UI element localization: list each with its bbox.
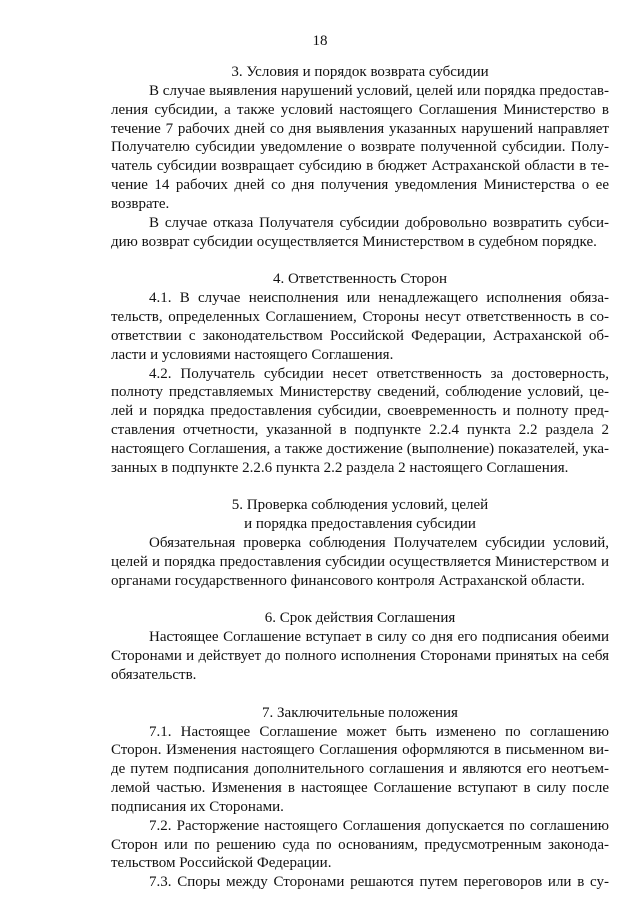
text-line: лемой частью. Изменения в настоящее Соглашение вступают в силу после [111, 780, 609, 797]
text-line: ставления отчетности, указанной в подпункте 2.2.4 пункта 2.2 раздела 2 [111, 422, 609, 439]
spacer [111, 591, 609, 610]
text-line: тельств, определенных Соглашением, Стороны несут ответственность в со- [111, 308, 609, 325]
text-line: органами государственного финансового контроля Астраханской области. [111, 572, 585, 589]
text-line: лей и порядка предоставления субсидии, своевременность и полноту пред- [111, 403, 609, 420]
section-3-heading: 3. Условия и порядок возврата субсидии [231, 64, 489, 80]
text-line: ответствии с законодательством Российской Федерации, Астраханской об- [111, 327, 609, 344]
section-5-paragraph-1 [111, 534, 609, 591]
section-4-heading: 4. Ответственность Сторон [272, 271, 448, 288]
text-line: Сторонами и действует до полного исполнения Сторонами принятых на себя [111, 648, 609, 665]
section-4-paragraph-2 [111, 365, 609, 478]
document-body [111, 63, 609, 892]
text-line: 4.1. В случае неисполнения или ненадлежащего исполнения обяза- [149, 290, 609, 307]
text-line: настоящего Соглашения, а также достижение (выполнение) показателей, ука- [111, 440, 609, 457]
text-line: дию возврат субсидии осуществляется Министерством в судебном порядке. [111, 233, 597, 250]
text-line: подписания их Сторонами. [111, 798, 284, 815]
text-line: ласти и условиями настоящего Соглашения. [111, 346, 394, 363]
spacer [111, 478, 609, 497]
text-line: Обязательная проверка соблюдения Получателем субсидии условий, [149, 535, 609, 552]
text-line: 7.2. Расторжение настоящего Соглашения допускается по соглашению [149, 817, 609, 834]
text-line: ления субсидии, а также условий настоящего Соглашения Министерство в [111, 101, 609, 118]
text-line: тельством Российской Федерации. [111, 855, 332, 872]
section-7-paragraph-1 [111, 723, 609, 817]
text-line: чение 14 рабочих дней со дня получения уведомления Министерства о ее [111, 177, 609, 194]
text-line: 7.1. Настоящее Соглашение может быть изменено по соглашению [149, 723, 609, 740]
text-line: обязательств. [111, 667, 197, 683]
section-7-paragraph-3 [111, 873, 609, 892]
text-line: целей и порядка предоставления субсидии осуществляется Министерством и [111, 553, 609, 570]
text-line: В случае выявления нарушений условий, целей или порядка предостав- [149, 82, 609, 99]
text-line: де путем подписания дополнительного соглашения и являются его неотъем- [111, 761, 609, 778]
text-line: Получателю субсидии уведомление о возврате полученной субсидии. Полу- [111, 139, 609, 156]
section-4-paragraph-1 [111, 289, 609, 364]
text-line: 7.3. Споры между Сторонами решаются путем переговоров или в су- [149, 874, 609, 891]
text-line: 4.2. Получатель субсидии несет ответственность за достоверность, [149, 365, 609, 382]
text-line: Настоящее Соглашение вступает в силу со дня его подписания обеими [149, 629, 609, 646]
spacer [111, 685, 609, 704]
section-6-paragraph-1 [111, 628, 609, 685]
section-7-heading: 7. Заключительные положения [262, 704, 458, 721]
text-line: полноту представляемых Министерству сведений, соблюдение условий, це- [111, 384, 609, 401]
text-line: Сторон или по решению суда по основаниям, предусмотренным законода- [111, 836, 609, 853]
page-number: 18 [312, 33, 328, 49]
text-line: чатель субсидии возвращает субсидию в бюджет Астраханской области в те- [111, 158, 609, 175]
section-6-heading: 6. Срок действия Соглашения [264, 610, 456, 627]
section-7-paragraph-2 [111, 817, 609, 874]
text-line: занных в подпункте 2.2.6 пункта 2.2 раздела 2 настоящего Соглашения. [111, 459, 569, 476]
section-3-paragraph-1 [111, 82, 609, 214]
section-5-heading-line-2: и порядка предоставления субсидии [244, 516, 476, 533]
section-3-paragraph-2 [111, 214, 609, 252]
text-line: течение 7 рабочих дней со дня выявления указанных нарушений направляет [111, 120, 609, 137]
text-line: Сторон. Изменения настоящего Соглашения оформляются в письменном ви- [111, 742, 609, 759]
spacer [111, 251, 609, 270]
text-line: возврате. [111, 195, 170, 212]
section-5-heading-line-1: 5. Проверка соблюдения условий, целей [231, 497, 489, 514]
text-line: В случае отказа Получателя субсидии добровольно возвратить субси- [149, 214, 609, 231]
